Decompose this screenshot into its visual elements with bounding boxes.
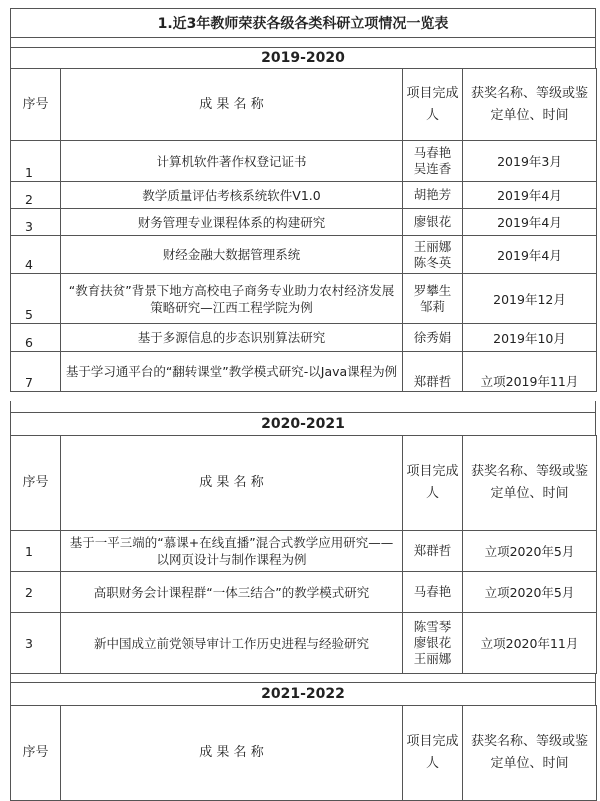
row-name: 新中国成立前党领导审计工作历史进程与经验研究 xyxy=(61,613,403,674)
row-award: 立项2020年5月 xyxy=(463,572,597,613)
table-row xyxy=(11,531,597,572)
row-award: 2019年4月 xyxy=(463,182,597,209)
row-name: 基于一平三端的“慕课+在线直播”混合式教学应用研究——以网页设计与制作课程为例 xyxy=(61,531,403,572)
section-gap xyxy=(10,673,596,682)
table-row xyxy=(11,572,597,613)
table-row xyxy=(11,324,597,352)
row-award: 2019年10月 xyxy=(463,324,597,352)
header-name: 成 果 名 称 xyxy=(61,706,403,801)
section-gap xyxy=(10,38,596,47)
table-row xyxy=(11,182,597,209)
row-person: 陈雪琴 廖银花 王丽娜 xyxy=(403,613,463,674)
table-row xyxy=(11,274,597,324)
row-name: 计算机软件著作权登记证书 xyxy=(61,141,403,182)
row-name: 财务管理专业课程体系的构建研究 xyxy=(61,209,403,236)
row-name: “教育扶贫”背景下地方高校电子商务专业助力农村经济发展策略研究—江西工程学院为例 xyxy=(61,274,403,324)
table-row xyxy=(11,613,597,674)
row-award: 2019年12月 xyxy=(463,274,597,324)
table-2019-2020 xyxy=(10,68,597,392)
row-award: 立项2020年5月 xyxy=(463,531,597,572)
header-award: 获奖名称、等级或鉴定单位、时间 xyxy=(463,706,597,801)
row-person: 马春艳 xyxy=(403,572,463,613)
table-2021-2022 xyxy=(10,705,597,801)
header-person: 项目完成人 xyxy=(403,436,463,531)
row-award: 立项2019年11月 xyxy=(463,352,597,392)
row-name: 高职财务会计课程群“一体三结合”的教学模式研究 xyxy=(61,572,403,613)
row-index: 1 xyxy=(11,141,61,182)
header-award: 获奖名称、等级或鉴定单位、时间 xyxy=(463,436,597,531)
table-header-row xyxy=(11,436,597,531)
row-person: 郑群哲 xyxy=(403,352,463,392)
row-person: 王丽娜 陈冬英 xyxy=(403,236,463,274)
row-name: 财经金融大数据管理系统 xyxy=(61,236,403,274)
row-award: 2019年3月 xyxy=(463,141,597,182)
section-year-2020: 2020-2021 xyxy=(10,412,596,436)
header-person: 项目完成人 xyxy=(403,69,463,141)
row-person: 胡艳芳 xyxy=(403,182,463,209)
header-index: 序号 xyxy=(11,436,61,531)
row-person: 廖银花 xyxy=(403,209,463,236)
section-gap xyxy=(10,401,596,412)
row-index: 3 xyxy=(11,613,61,674)
row-name: 基于多源信息的步态识别算法研究 xyxy=(61,324,403,352)
row-name: 基于学习通平台的“翻转课堂”教学模式研究-以Java课程为例 xyxy=(61,352,403,392)
header-name: 成 果 名 称 xyxy=(61,69,403,141)
table-header-row xyxy=(11,69,597,141)
row-index: 3 xyxy=(11,209,61,236)
table-row xyxy=(11,209,597,236)
row-award: 2019年4月 xyxy=(463,236,597,274)
row-award: 2019年4月 xyxy=(463,209,597,236)
row-index: 4 xyxy=(11,236,61,274)
header-name: 成 果 名 称 xyxy=(61,436,403,531)
header-person: 项目完成人 xyxy=(403,706,463,801)
row-award: 立项2020年11月 xyxy=(463,613,597,674)
section-year-2019: 2019-2020 xyxy=(10,47,596,69)
row-index: 2 xyxy=(11,182,61,209)
row-person: 郑群哲 xyxy=(403,531,463,572)
table-row xyxy=(11,352,597,392)
table-header-row xyxy=(11,706,597,801)
table-2020-2021 xyxy=(10,435,597,674)
row-index: 7 xyxy=(11,352,61,392)
table-row xyxy=(11,141,597,182)
row-index: 1 xyxy=(11,531,61,572)
row-name: 教学质量评估考核系统软件V1.0 xyxy=(61,182,403,209)
page-title: 1.近3年教师荣获各级各类科研立项情况一览表 xyxy=(10,8,596,38)
row-index: 2 xyxy=(11,572,61,613)
header-index: 序号 xyxy=(11,706,61,801)
row-index: 6 xyxy=(11,324,61,352)
row-index: 5 xyxy=(11,274,61,324)
header-award: 获奖名称、等级或鉴定单位、时间 xyxy=(463,69,597,141)
row-person: 徐秀娟 xyxy=(403,324,463,352)
section-year-2021: 2021-2022 xyxy=(10,682,596,706)
header-index: 序号 xyxy=(11,69,61,141)
row-person: 马春艳 吴连香 xyxy=(403,141,463,182)
row-person: 罗攀生 邹莉 xyxy=(403,274,463,324)
table-row xyxy=(11,236,597,274)
